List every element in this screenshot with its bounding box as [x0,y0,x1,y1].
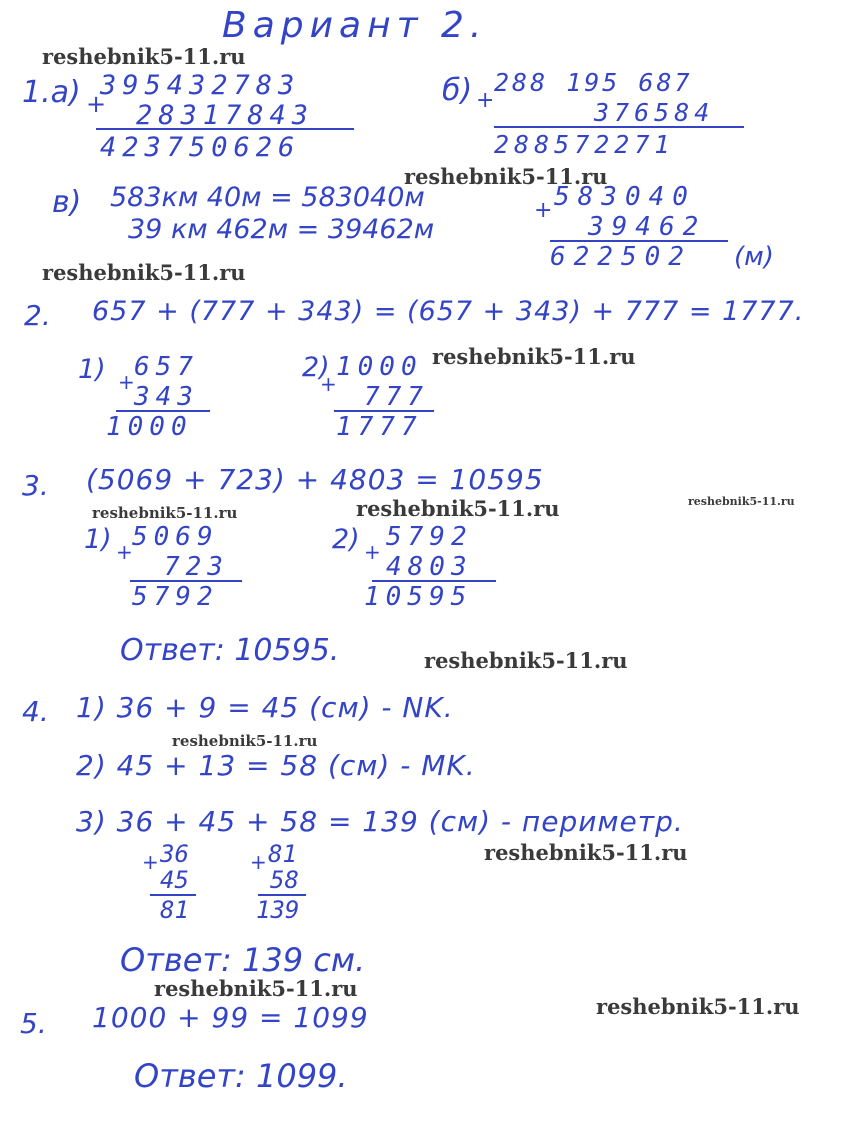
task3-s1-top: 5069 [132,522,219,552]
task1v-line2: 39 км 462м = 39462м [128,214,435,245]
task4-c1-bottom: 45 [160,866,189,894]
task1a-plus: + [86,90,107,118]
task2-s2-label: 2) [302,352,330,383]
task2-s1-label: 1) [78,354,106,385]
task1a-label: 1.а) [22,75,81,110]
task4-c1-top: 36 [160,840,189,868]
task4-step2: 2) 45 + 13 = 58 (см) - MK. [76,749,476,782]
task1v-unit: (м) [734,242,774,272]
watermark: reshebnik5-11.ru [432,344,636,369]
task3-s2-result: 10595 [364,582,473,612]
watermark: reshebnik5-11.ru [484,840,688,865]
task1v-line1: 583км 40м = 583040м [110,182,425,213]
task1b-plus: + [476,88,495,113]
task4-c2-result: 139 [256,896,300,924]
task5-answer: Ответ: 1099. [134,1057,348,1095]
task2-s1-plus: + [118,370,135,394]
task4-c2-plus: + [250,850,267,874]
task3-label: 3. [22,469,49,502]
task2-expr: 657 + (777 + 343) = (657 + 343) + 777 = 1777. [92,296,805,327]
task1a-top: 395432783 [100,70,301,101]
task1b-line [494,126,744,128]
task3-s1-label: 1) [84,524,112,555]
task2-s1-result: 1000 [106,412,193,442]
watermark: reshebnik5-11.ru [42,260,246,285]
task3-s2-label: 2) [332,524,360,555]
task2-s1-bottom: 343 [134,382,199,412]
watermark: reshebnik5-11.ru [92,504,238,522]
task3-s1-result: 5792 [132,582,219,612]
watermark: reshebnik5-11.ru [404,164,608,189]
task4-step1: 1) 36 + 9 = 45 (см) - NK. [76,691,454,724]
task5-expr: 1000 + 99 = 1099 [92,1001,369,1034]
task4-c1-plus: + [142,850,159,874]
task3-s1-plus: + [116,540,133,564]
task4-step3: 3) 36 + 45 + 58 = 139 (см) - периметр. [76,805,684,838]
task4-c1-result: 81 [160,896,189,924]
task3-s1-bottom: 723 [164,552,229,582]
task1v-bottom: 39462 [588,212,707,242]
watermark: reshebnik5-11.ru [42,44,246,69]
task1b-result: 288572271 [494,130,675,159]
watermark: reshebnik5-11.ru [154,976,358,1001]
task1a-line [96,128,354,130]
task4-c2-bottom: 58 [270,866,299,894]
task1b-label: б) [442,73,473,108]
task3-s2-top: 5792 [386,522,473,552]
watermark: reshebnik5-11.ru [172,732,318,750]
task3-s2-bottom: 4803 [386,552,473,582]
watermark: reshebnik5-11.ru [424,648,628,673]
watermark: reshebnik5-11.ru [596,994,800,1019]
task1v-top: 583040 [554,182,696,212]
task1v-plus: + [534,198,553,223]
task3-s2-plus: + [364,540,381,564]
task1v-result: 622502 [550,242,692,272]
task4-c2-top: 81 [268,840,297,868]
task2-s2-bottom: 777 [364,382,429,412]
task1b-top: 288 195 687 [494,68,693,97]
task4-answer: Ответ: 139 см. [120,941,366,979]
task1v-label: в) [52,185,82,220]
task3-answer: Ответ: 10595. [120,633,340,668]
task4-label: 4. [22,695,49,728]
task2-label: 2. [24,299,51,332]
task1a-result: 423750626 [100,132,301,163]
task1a-bottom: 28317843 [136,100,315,131]
task2-s2-plus: + [320,372,337,396]
task1b-bottom: 376584 [594,98,715,127]
task2-s2-top: 1000 [336,352,423,382]
task5-label: 5. [20,1007,47,1040]
task3-expr: (5069 + 723) + 4803 = 10595 [86,463,544,496]
watermark: reshebnik5-11.ru [356,496,560,521]
task2-s1-top: 657 [134,352,199,382]
page-title: Вариант 2. [222,5,488,46]
watermark: reshebnik5-11.ru [688,495,795,508]
task2-s2-result: 1777 [336,412,423,442]
